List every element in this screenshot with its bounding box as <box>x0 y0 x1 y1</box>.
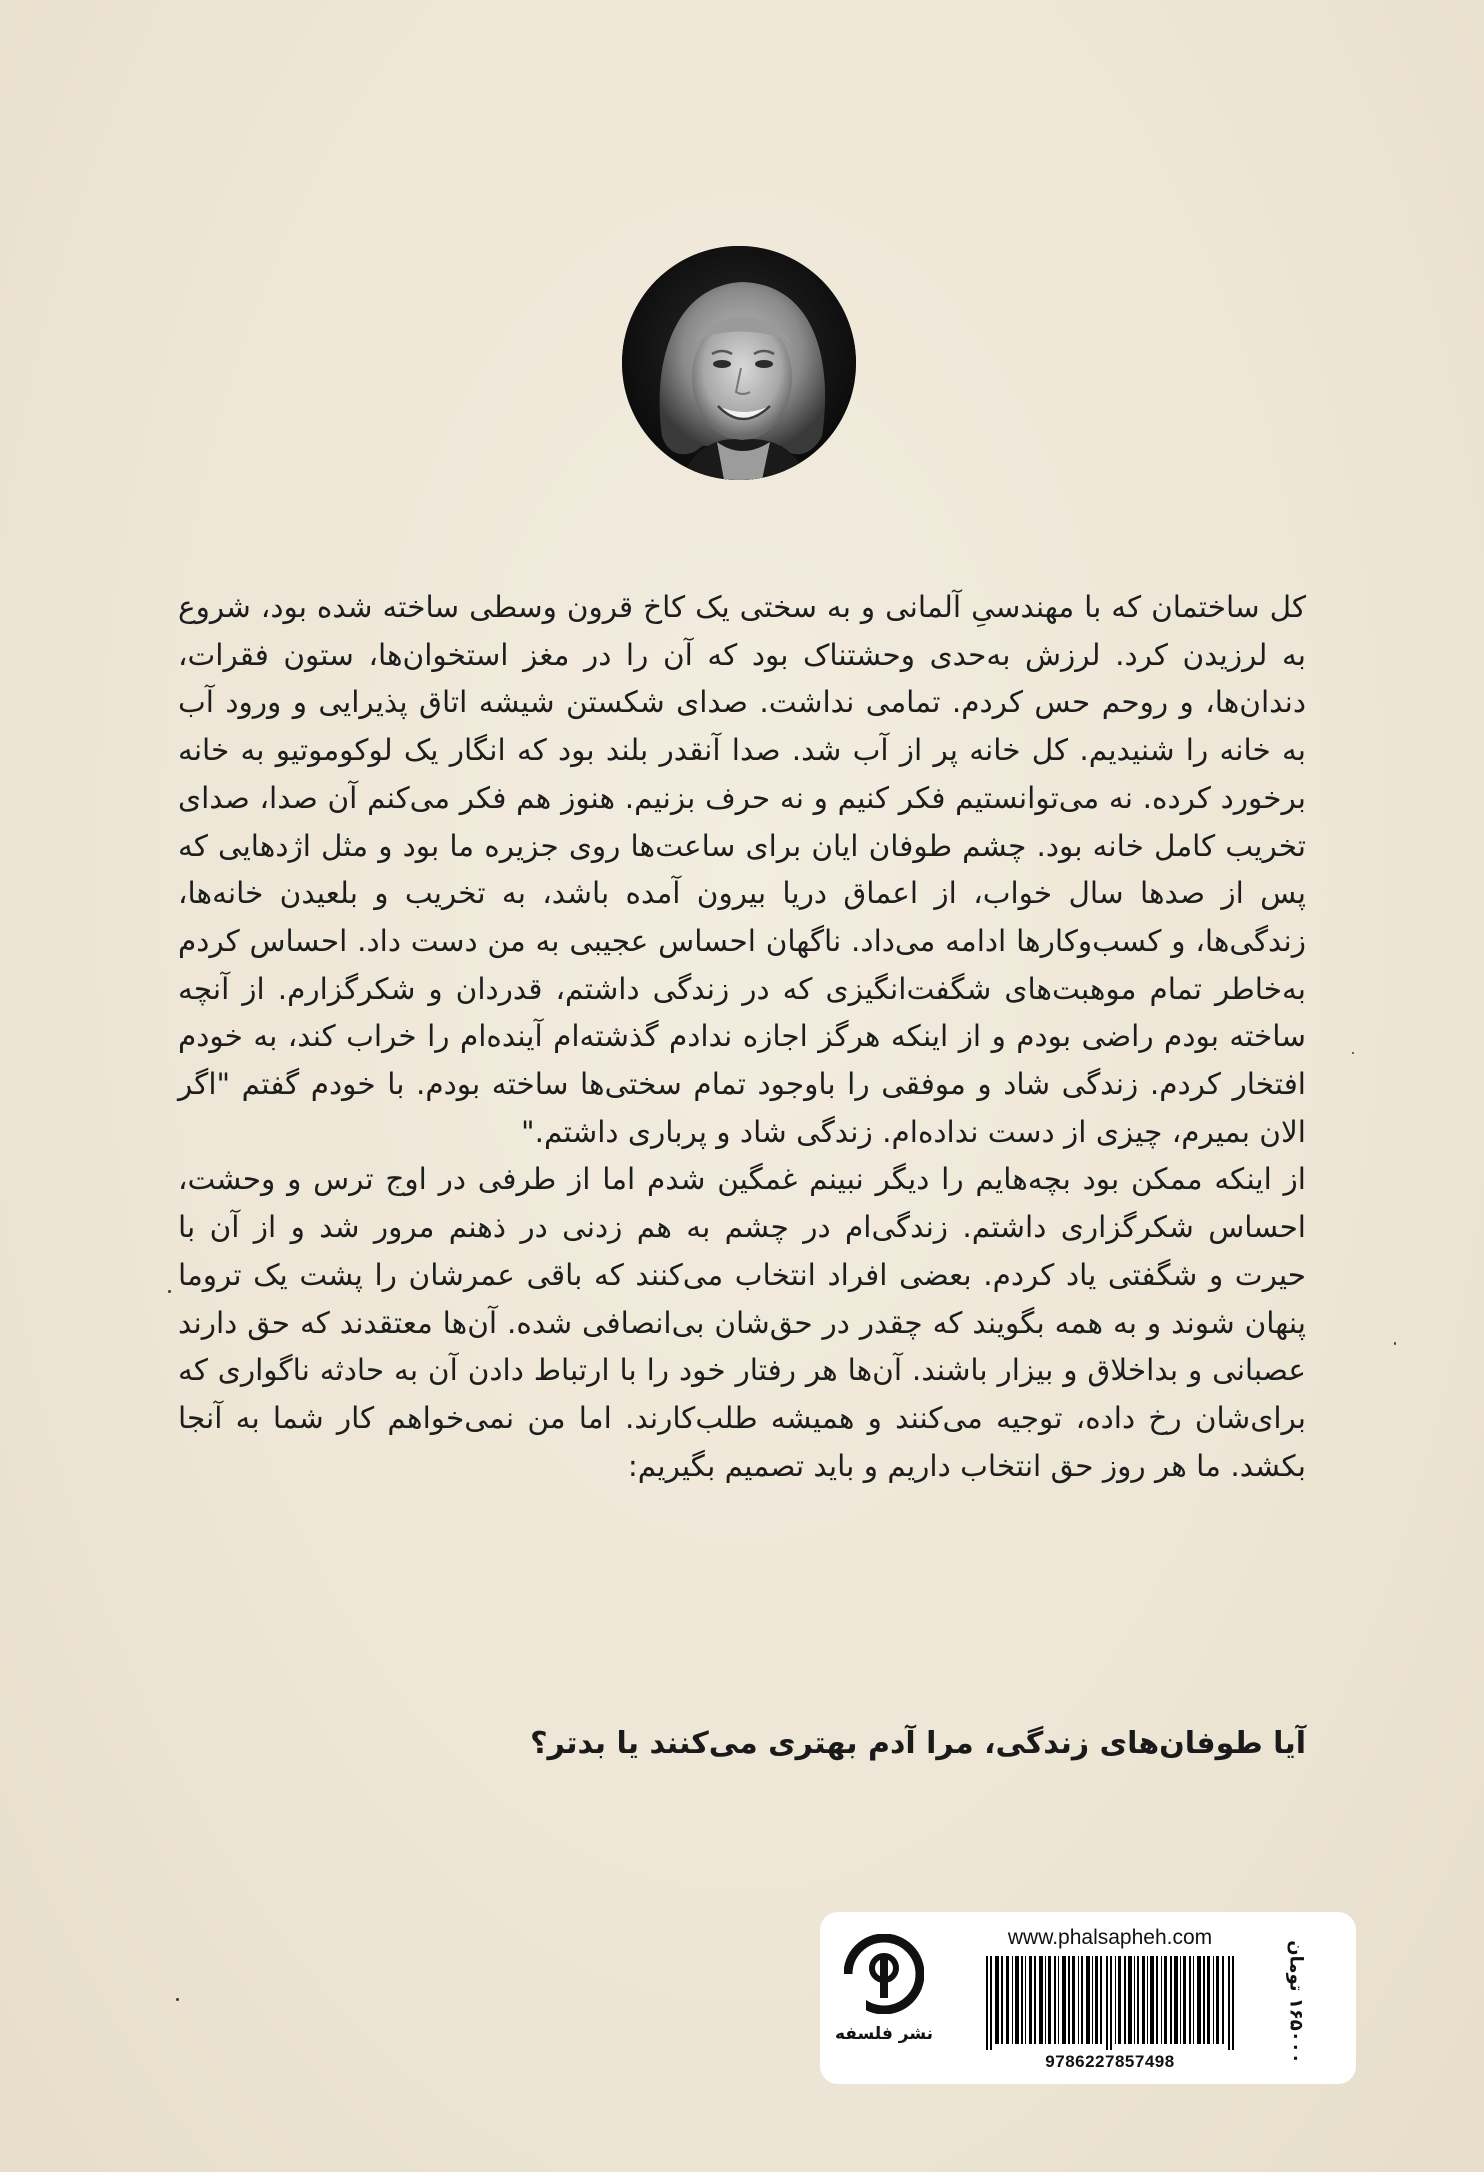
blurb-paragraph: از اینکه ممکن بود بچه‌هایم را دیگر نبینم غمگین شدم اما از طرفی در اوج ترس و وحشت، احساس شکرگزاری داشتم. زندگی‌ام در چشم به هم زدنی در ذهنم مرور شد و از آن با حیرت و شگفتی یاد کردم. بعضی افراد انتخاب می‌کنند که باقی عمرشان را پشت یک تروما پنهان شوند و به همه بگویند که چقدر در حق‌شان بی‌انصافی شده. آن‌ها معتقدند که حق دارند عصبانی و بداخلاق و بیزار باشند. آن‌ها هر رفتار خود را با ارتباط دادن آن به حادثه ناگواری که برای‌شان رخ داده، توجیه می‌کنند و همیشه طلب‌کارند. اما من نمی‌خواهم کار شما به آنجا بکشد. ما هر روز حق انتخاب داریم و باید تصمیم بگیریم: <box>178 1162 1306 1483</box>
dust-speck <box>1394 1342 1396 1345</box>
dust-speck <box>1352 1052 1354 1054</box>
closing-question: آیا طوفان‌های زندگی، مرا آدم بهتری می‌کنند یا بدتر؟ <box>530 1726 1306 1761</box>
price-text: ۱۶۵۰۰۰ تومان <box>1285 1940 1307 2064</box>
back-cover-blurb <box>178 584 1306 1490</box>
dust-speck <box>176 1998 179 2001</box>
author-portrait <box>622 246 856 480</box>
blurb-paragraph: کل ساختمان که با مهندسیِ آلمانی و به سختی یک کاخ قرون وسطی ساخته شده بود، شروع به لرزیدن کرد. لرزش به‌حدی وحشتناک بود که آن را در مغز استخوان‌ها، ستون فقرات، دندان‌ها، و روحم حس کردم. تمامی نداشت. صدای شکستن شیشه اتاق پذیرایی و ورود آب به خانه را شنیدیم. کل خانه پر از آب شد. صدا آنقدر بلند بود که انگار یک لوکوموتیو به خانه برخورد کرده. نه می‌توانستیم فکر کنیم و نه حرف بزنیم. هنوز هم فکر می‌کنم آن صدا، صدای تخریب کامل خانه بود. چشم طوفان ایان برای ساعت‌ها روی جزیره ما بود و مثل اژدهایی که پس از صدها سال خواب، از اعماق دریا بیرون آمده باشد، به تخریب و بلعیدن خانه‌ها، زندگی‌ها، و کسب‌وکارها ادامه می‌داد. ناگهان احساس عجیبی به من دست داد. احساس کردم به‌خاطر تمام موهبت‌های شگفت‌انگیزی که در زندگی داشتم، قدردان و شکرگزارم. از آنچه ساخته بودم راضی بودم و از اینکه هرگز اجازه ندادم گذشته‌ام آینده‌ام را خراب کند، به خودم افتخار کردم. زندگی شاد و موفقی را باوجود تمام سختی‌ها ساخته بودم. با خودم گفتم "اگر الان بمیرم، چیزی از دست نداده‌ام. زندگی شاد و پرباری داشتم." <box>178 590 1306 1149</box>
price-label <box>1266 1932 1326 2072</box>
isbn-barcode <box>986 1956 1234 2050</box>
publisher-logo-icon <box>844 1934 924 2014</box>
publisher-website: www.phalsapheh.com <box>1007 1926 1213 1949</box>
isbn-number: 9786227857498 <box>1045 2052 1175 2071</box>
dust-speck <box>168 1290 171 1293</box>
publisher-name: نشر فلسفه <box>834 2024 934 2044</box>
barcode-panel <box>820 1912 1356 2084</box>
